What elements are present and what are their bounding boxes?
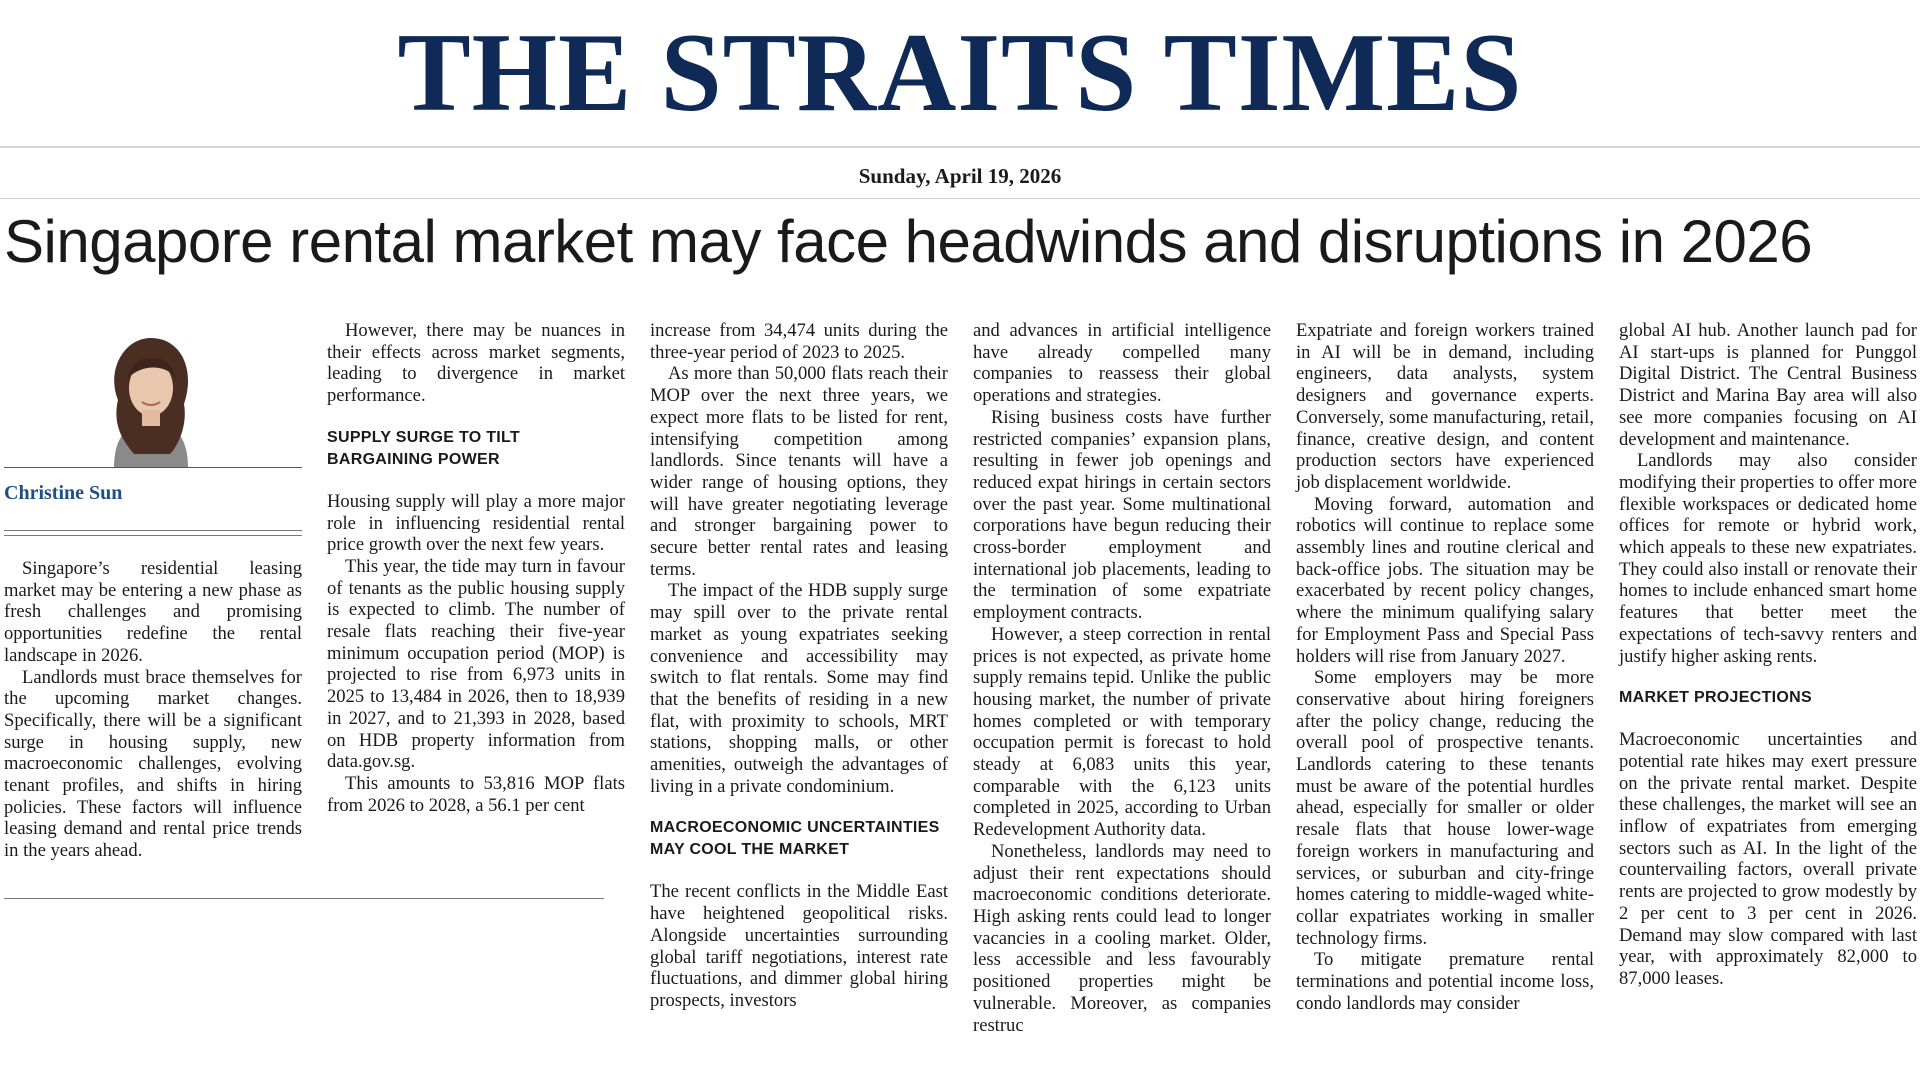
section-subhead: MARKET PROJECTIONS xyxy=(1619,689,1812,707)
author-photo xyxy=(84,330,218,468)
paragraph: Nonetheless, landlords may need to adjust their rent expectations should macroeconomic conditions deteriorate. High asking rents could lead to longer vacancies in a cooling market. Older, less accessible and less favourably positioned properties might be vulnerable. Moreover, as companies restruc xyxy=(973,840,1271,1036)
dateline: Sunday, April 19, 2026 xyxy=(858,164,1062,188)
paragraph: The recent conflicts in the Middle East have heightened geopolitical risks. Alongside uncertainties surrounding global tariff negotiations, interest rate fluctuations, and dimmer global hiring prospects, investors xyxy=(650,881,948,1011)
paragraph: Singapore’s residential leasing market may be entering a new phase as fresh challenges and promising opportunities redefine the rental landscape in 2026. xyxy=(4,558,302,666)
article-column-3 xyxy=(650,320,948,1012)
paragraph: Macroeconomic uncertainties and potential rate hikes may exert pressure on the private rental market. Despite these challenges, the market will see an inflow of expatriates from emerging sectors such as AI. In the light of the countervailing factors, overall private rents are projected to grow modestly by 2 per cent to 3 per cent in 2026. Demand may slow compared with last year, with approximately 82,000 to 87,000 leases. xyxy=(1619,729,1917,989)
paragraph: The impact of the HDB supply surge may spill over to the private rental market as young expatriates seeking convenience and accessibility may switch to flat rentals. Some may find that the benefits of residing in a new flat, with proximity to schools, MRT stations, shopping malls, or other amenities, outweigh the advantages of living in a private condominium. xyxy=(650,580,948,797)
paragraph: This amounts to 53,816 MOP flats from 2026 to 2028, a 56.1 per cent xyxy=(327,772,625,816)
byline-rule-lower xyxy=(4,535,302,536)
dateline-divider xyxy=(0,198,1920,199)
article-column-6 xyxy=(1619,320,1917,990)
paragraph: Rising business costs have further restricted companies’ expansion plans, resulting in fewer job openings and reduced expat hirings in certain sectors over the past year. Some multinational corporations have begun reducing their cross-border employment and international job placements, leading to the termination of some expatriate employment contracts. xyxy=(973,406,1271,624)
paragraph: As more than 50,000 flats reach their MOP over the next three years, we expect more flats to be listed for rent, intensifying competition among landlords. Since tenants will have a wider range of housing options, they will have greater negotiating leverage and stronger bargaining power to secure better rental rates and leasing terms. xyxy=(650,363,948,580)
paragraph: To mitigate premature rental terminations and potential income loss, condo landlords may consider xyxy=(1296,949,1594,1014)
paragraph: However, a steep correction in rental prices is not expected, as private home supply remains tepid. Unlike the public housing market, the number of private homes completed or with temporary occupation permit is forecast to hold steady at 6,083 units this year, comparable with the 6,123 units completed in 2025, according to Urban Redevelopment Authority data. xyxy=(973,623,1271,841)
column-end-rule xyxy=(4,898,604,899)
paragraph: global AI hub. Another launch pad for AI start-ups is planned for Punggol Digital District. The Central Business District and Marina Bay area will also see more companies focusing on AI development and maintenance. xyxy=(1619,320,1917,450)
photo-divider xyxy=(4,467,302,468)
paragraph: increase from 34,474 units during the three-year period of 2023 to 2025. xyxy=(650,320,948,363)
paragraph: Landlords may also consider modifying their properties to offer more flexible workspaces or dedicated home offices for remote or hybrid work, which appeals to these new expatriates. They could also install or renovate their homes to include enhanced smart home features that better meet the expectations of tech-savvy renters and justify higher asking rents. xyxy=(1619,450,1917,667)
paragraph: Moving forward, automation and robotics will continue to replace some assembly lines and routine clerical and back-office jobs. The situation may be exacerbated by recent policy changes, where the minimum qualifying salary for Employment Pass and Special Pass holders will rise from January 2027. xyxy=(1296,493,1594,667)
author-portrait-icon xyxy=(84,330,218,468)
article-column-2 xyxy=(327,320,625,816)
masthead xyxy=(0,0,1920,146)
article-column-5 xyxy=(1296,320,1594,1015)
paragraph: and advances in artificial intelligence have already compelled many companies to reassess their global operations and strategies. xyxy=(973,320,1271,407)
article-column-4 xyxy=(973,320,1271,1036)
article-headline: Singapore rental market may face headwinds and disruptions in 2026 xyxy=(4,208,1813,275)
paragraph: However, there may be nuances in their effects across market segments, leading to divergence in market performance. xyxy=(327,320,625,407)
article-column-1 xyxy=(4,558,302,862)
paragraph: Expatriate and foreign workers trained in AI will be in demand, including engineers, data analysts, system designers and governance experts. Conversely, some manufacturing, retail, finance, creative design, and content production sectors have experienced job displacement worldwide. xyxy=(1296,320,1594,493)
author-byline[interactable]: Christine Sun xyxy=(4,482,123,504)
masthead-divider xyxy=(0,146,1920,148)
paragraph: This year, the tide may turn in favour of tenants as the public housing supply is expected to climb. The number of resale flats reaching their five-year minimum occupation period (MOP) is projected to rise from 6,973 units in 2025 to 13,484 in 2026, then to 18,939 in 2027, and to 21,393 in 2028, based on HDB property information from data.gov.sg. xyxy=(327,555,625,773)
paragraph: Some employers may be more conservative about hiring foreigners after the policy change, reducing the overall pool of prospective tenants. Landlords catering to these tenants must be aware of the potential hurdles ahead, especially for smaller or older resale flats that house lower-wage foreign workers in manufacturing and services, or suburban and city-fringe homes catering to middle-waged white-collar expatriates working in smaller technology firms. xyxy=(1296,667,1594,949)
paragraph: Landlords must brace themselves for the upcoming market changes. Specifically, there will be a significant surge in housing supply, new macroeconomic challenges, evolving tenant profiles, and shifts in hiring policies. These factors will influence leasing demand and rental price trends in the years ahead. xyxy=(4,666,302,862)
paragraph: Housing supply will play a more major role in influencing residential rental price growth over the next few years. xyxy=(327,490,625,556)
section-subhead: MACROECONOMIC UNCERTAINTIES MAY COOL THE MARKET xyxy=(650,819,940,859)
byline-rule-upper xyxy=(4,530,302,531)
masthead-title[interactable]: THE STRAITS TIMES xyxy=(397,11,1523,135)
section-subhead: SUPPLY SURGE TO TILT BARGAINING POWER xyxy=(327,428,520,468)
